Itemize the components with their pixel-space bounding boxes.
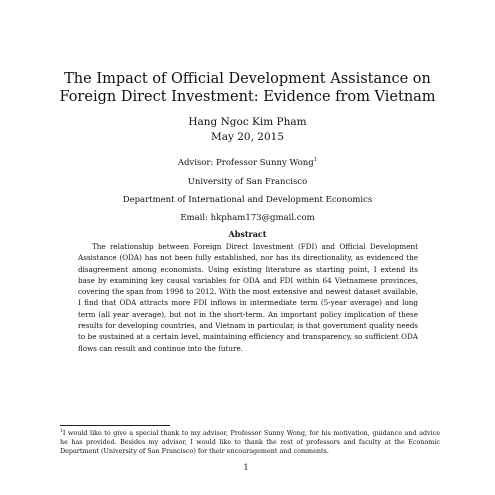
author-name: Hang Ngoc Kim Pham xyxy=(188,116,307,128)
paper-title xyxy=(40,70,455,106)
abstract-heading: Abstract xyxy=(228,229,267,239)
advisor-text: Advisor: Professor Sunny Wong xyxy=(177,158,314,168)
advisor-line xyxy=(40,157,455,169)
title-line-1: The Impact of Official Development Assistance on xyxy=(64,71,431,87)
footnote xyxy=(60,429,440,456)
university-name: University of San Francisco xyxy=(187,177,308,187)
author-email: Email: hkpham173@gmail.com xyxy=(180,213,315,223)
footnote-divider xyxy=(60,425,170,426)
page-number: 1 xyxy=(243,463,249,472)
title-line-2: Foreign Direct Investment: Evidence from Vietnam xyxy=(59,89,436,105)
department-name: Department of International and Development Economics xyxy=(122,195,373,205)
footnote-text: I would like to give a special thank to my advisor, Professor Sunny Wong, for his motivation, guidance and advice he has provided. Besides my advisor, I would like to thank the rest of professors and faculty at the Economic Department (University of San Francisco) for their encouragement and comments. xyxy=(60,429,440,455)
paper-date: May 20, 2015 xyxy=(210,131,285,143)
footnote-mark: 1 xyxy=(60,428,63,434)
advisor-footnote-mark: 1 xyxy=(313,157,318,164)
abstract-body: The relationship between Foreign Direct Investment (FDI) and Official Development Assistance (ODA) has not been fully established, nor has its directionality, as evidenced the disagreement among economists. Using existing literature as starting point, I extend its base by examining key causal variables for ODA and FDI within 64 Vietnamese provinces, covering the span from 1998 to 2012. With the most extensive and newest dataset available, I find that ODA attracts more FDI inflows in intermediate term (5-year average) and long term (all year average), but not in the short-term. An important policy implication of these results for developing countries, and Vietnam in particular, is that government quality needs to be sustained at a certain level, maintaining efficiency and transparency, so sufficient ODA flows can result and continue into the future. xyxy=(78,242,418,353)
